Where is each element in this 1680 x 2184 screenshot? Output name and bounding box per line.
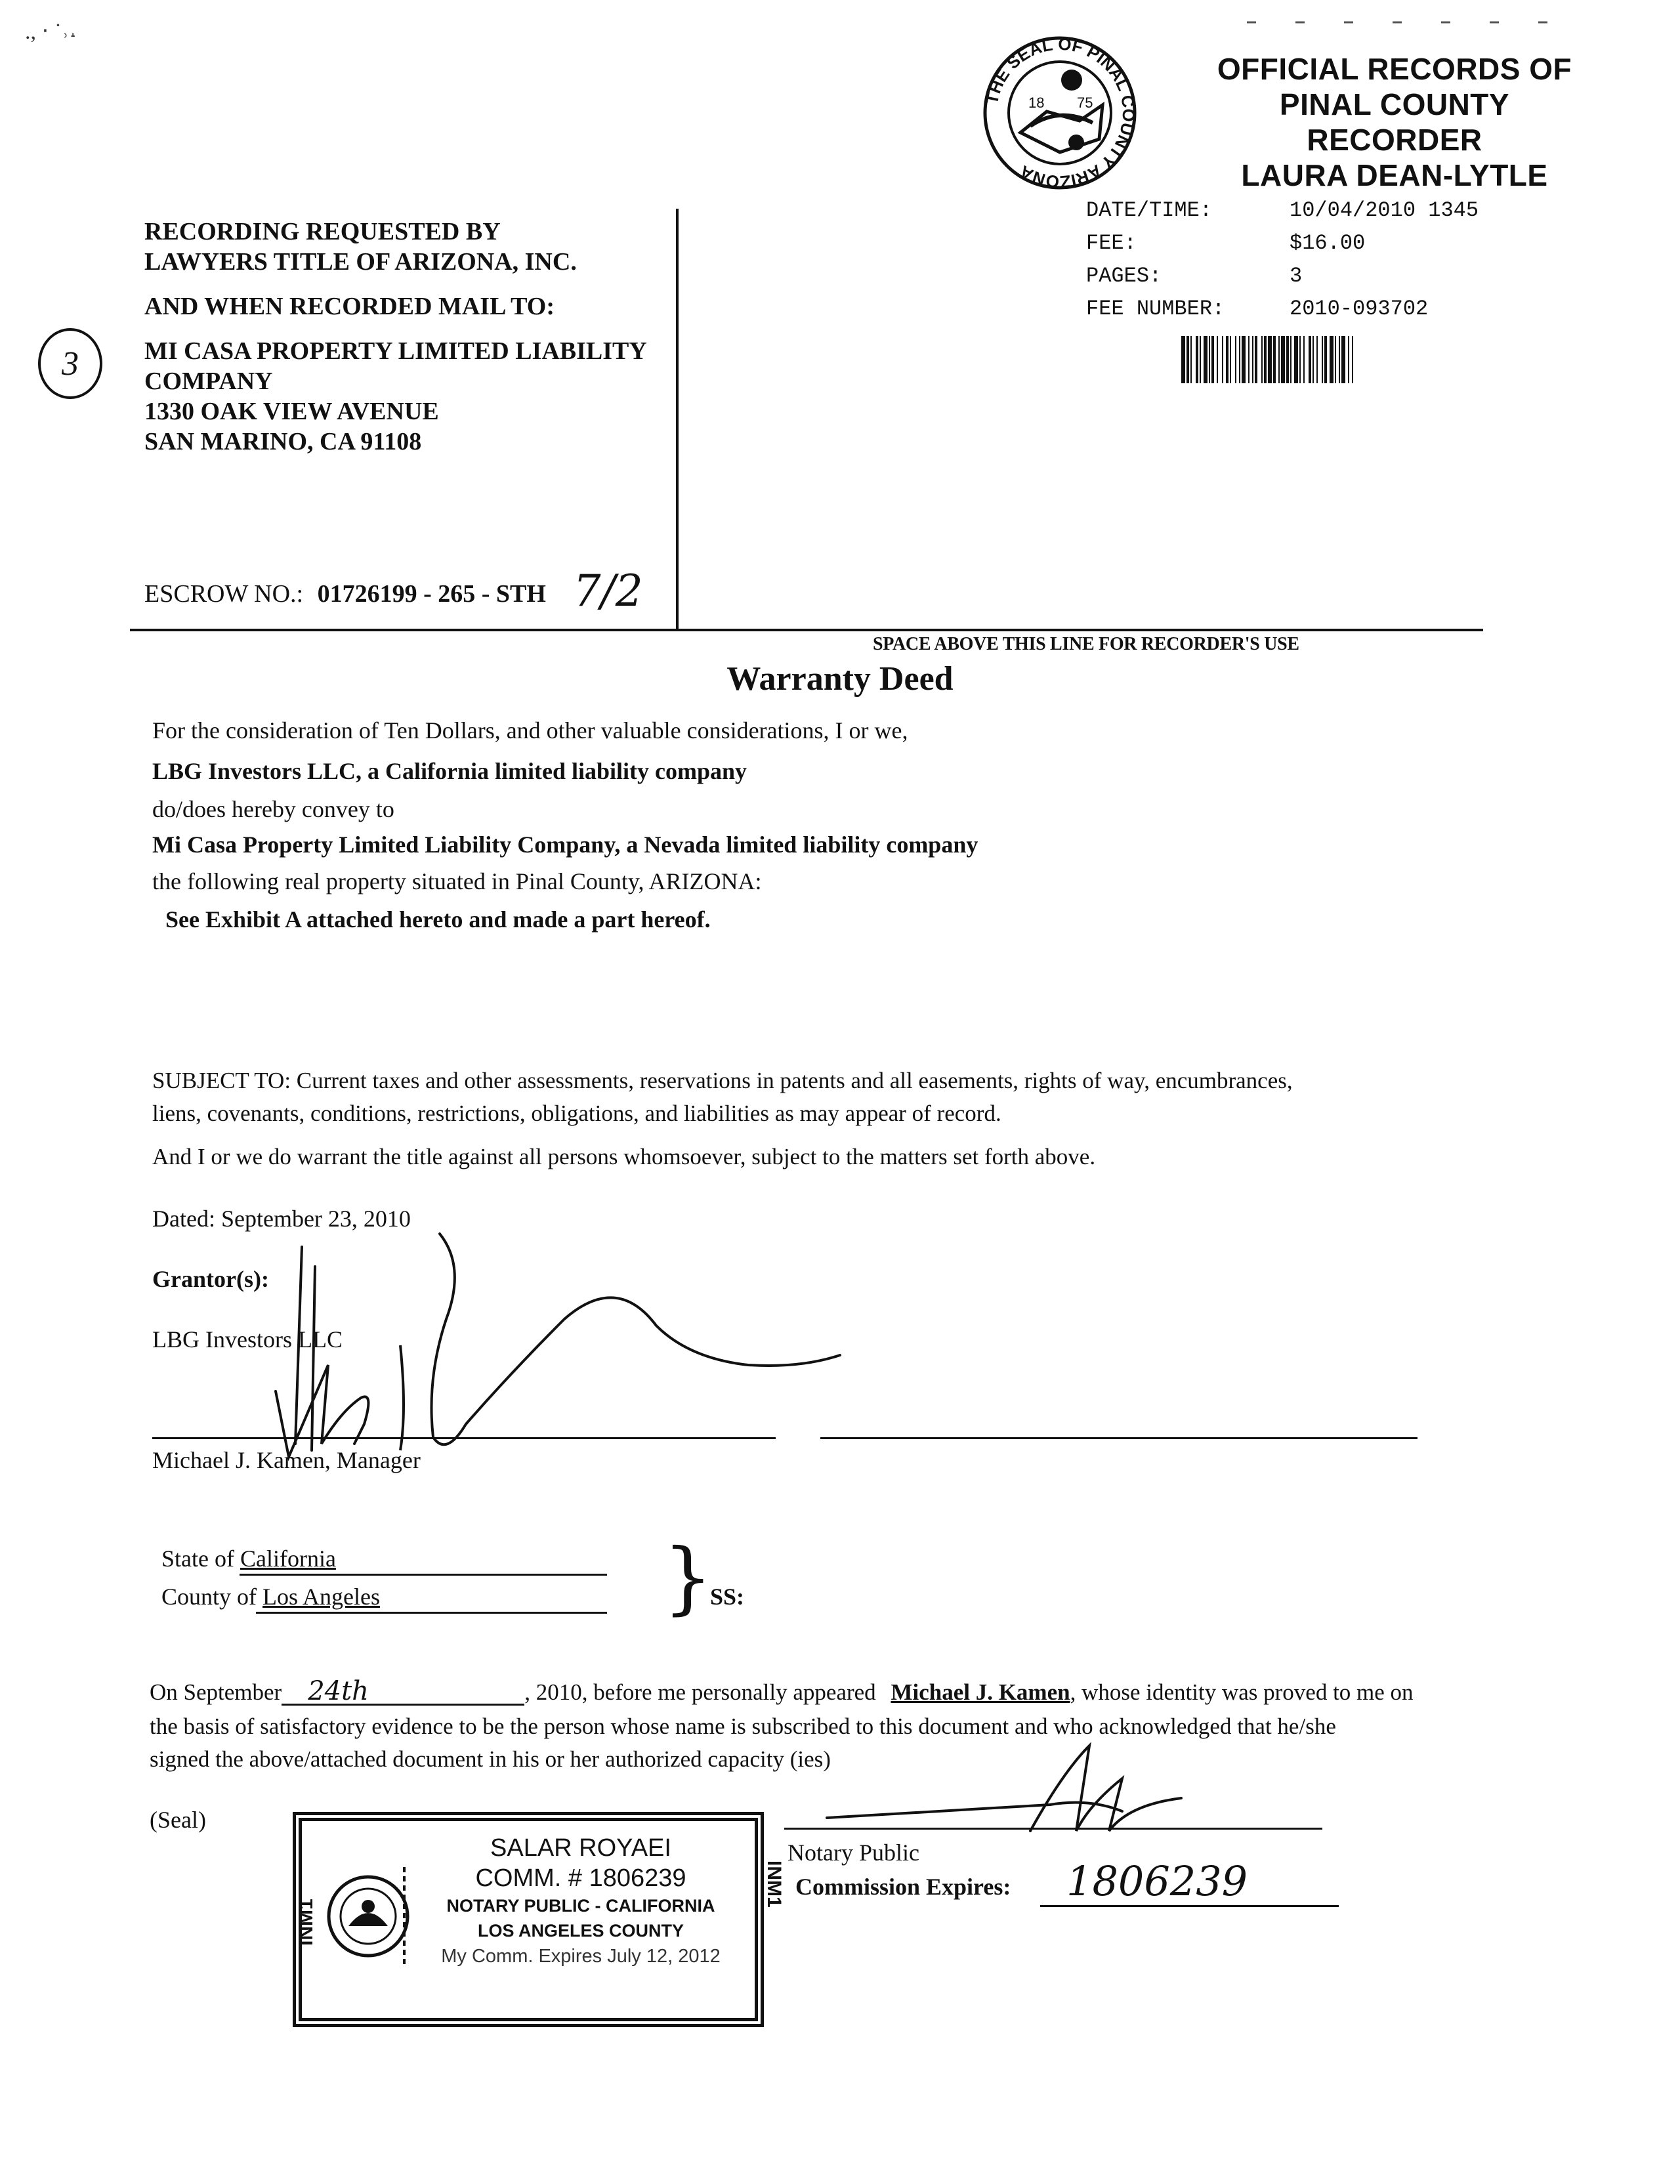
header-dash-marks	[1247, 18, 1575, 26]
state-line	[161, 1542, 336, 1575]
barcode-bar	[1352, 336, 1353, 383]
stamp-title: NOTARY PUBLIC - CALIFORNIA	[446, 1896, 715, 1916]
field-label: FEE:	[1086, 231, 1137, 255]
barcode-bar	[1222, 336, 1223, 383]
stamp-text	[420, 1833, 742, 1969]
barcode-bar	[1186, 336, 1189, 383]
grantor-name: LBG Investors LLC, a California limited liability company	[152, 758, 747, 784]
county-label: County of	[161, 1584, 257, 1610]
recorder-info	[1086, 194, 1479, 326]
mail-to-line: 1330 OAK VIEW AVENUE	[144, 398, 439, 425]
on-label: On September	[150, 1679, 282, 1705]
barcode-bar	[1273, 336, 1276, 383]
seal-year-left: 18	[1028, 94, 1045, 111]
barcode-bar	[1190, 336, 1192, 383]
field-value: $16.00	[1290, 231, 1366, 255]
recorder-field-fee	[1086, 227, 1479, 260]
barcode-bar	[1204, 336, 1208, 383]
notary-line-2: the basis of satisfactory evidence to be the person whose name is subscribed to this document and who acknowledged that he/she	[150, 1713, 1336, 1739]
barcode-bar	[1226, 336, 1228, 383]
warrant-text: And I or we do warrant the title against all persons whomsoever, subject to the matters set forth above.	[152, 1144, 1096, 1169]
barcode-bar	[1286, 336, 1289, 383]
dated-text: Dated: September 23, 2010	[152, 1206, 411, 1232]
stamp-side-code-right: INM1	[763, 1860, 786, 1908]
svg-text:THE SEAL OF PINAL COUNTY ARIZO	[982, 34, 1139, 192]
seal-ring-text: THE SEAL OF PINAL COUNTY ARIZONA	[981, 34, 1139, 192]
barcode-bar	[1341, 336, 1345, 383]
barcode-bar	[1196, 336, 1198, 383]
stamp-comm: COMM. # 1806239	[475, 1864, 686, 1892]
commission-label: Commission Expires:	[795, 1874, 1011, 1900]
consideration-text: For the consideration of Ten Dollars, and other valuable considerations, I or we,	[152, 717, 908, 744]
stamp-county: LOS ANGELES COUNTY	[477, 1921, 684, 1941]
state-label: State of	[161, 1545, 234, 1572]
barcode-bar	[1312, 336, 1314, 383]
barcode-bar	[1252, 336, 1253, 383]
notary-signature	[814, 1732, 1312, 1851]
barcode-bar	[1330, 336, 1334, 383]
barcode-bar	[1200, 336, 1201, 383]
stamp-name: SALAR ROYAEI	[490, 1834, 671, 1862]
barcode-bar	[1335, 336, 1336, 383]
notary-public-label: Notary Public	[788, 1839, 919, 1866]
escrow-line	[144, 566, 643, 616]
barcode-bar	[1303, 336, 1305, 383]
barcode-bar	[1242, 336, 1246, 383]
field-label: PAGES:	[1086, 264, 1162, 288]
field-label: FEE NUMBER:	[1086, 297, 1225, 321]
notary-line-3: signed the above/attached document in his or her authorized capacity (ies)	[150, 1746, 831, 1772]
grantor-entity: LBG Investors LLC	[152, 1326, 343, 1353]
barcode-bar	[1261, 336, 1263, 383]
brace-glyph: }	[663, 1532, 713, 1624]
barcode-bar	[1211, 336, 1214, 383]
barcode-bar	[1230, 336, 1231, 383]
recorder-title	[1191, 51, 1598, 193]
county-line	[161, 1580, 380, 1613]
recorder-title-line: LAURA DEAN-LYTLE	[1241, 158, 1548, 192]
after-name: , whose identity was proved to me on	[1070, 1679, 1414, 1705]
exhibit-text: See Exhibit A attached hereto and made a part hereof.	[165, 906, 711, 933]
mail-to-line: MI CASA PROPERTY LIMITED LIABILITY	[144, 337, 647, 365]
barcode-bar	[1239, 336, 1240, 383]
escrow-number: 01726199 - 265 - STH	[317, 580, 546, 608]
seal-graphic	[981, 34, 1139, 192]
pinal-county-seal	[981, 34, 1139, 192]
barcode-bar	[1268, 336, 1272, 383]
barcode-bar	[1278, 336, 1280, 383]
after-day: , 2010, before me personally appeared	[524, 1679, 876, 1705]
requested-by-value: LAWYERS TITLE OF ARIZONA, INC.	[144, 248, 577, 276]
day-handwritten: 24th	[282, 1679, 524, 1706]
commission-underline	[1040, 1905, 1339, 1907]
barcode-bar	[1348, 336, 1349, 383]
field-value: 10/04/2010 1345	[1290, 198, 1479, 222]
barcode-bar	[1235, 336, 1236, 383]
seal-year-right: 75	[1077, 94, 1093, 111]
recorder-field-date	[1086, 194, 1479, 227]
barcode-bar	[1294, 336, 1298, 383]
recorder-space-rule	[130, 629, 1483, 631]
seal-label: (Seal)	[150, 1807, 206, 1833]
state-underline	[240, 1574, 607, 1576]
barcode	[1181, 336, 1502, 387]
state-value: California	[240, 1545, 336, 1572]
mail-to-label: AND WHEN RECORDED MAIL TO:	[144, 293, 555, 320]
escrow-label: ESCROW NO.:	[144, 580, 304, 608]
barcode-bar	[1248, 336, 1250, 383]
requested-by-label: RECORDING REQUESTED BY	[144, 218, 501, 245]
recorder-field-pages	[1086, 260, 1479, 293]
recorder-title-line: OFFICIAL RECORDS OF	[1217, 52, 1572, 86]
margin-scribble: ., ‧ ˙˒˔	[25, 20, 77, 44]
recording-block	[144, 217, 647, 457]
barcode-bar	[1309, 336, 1311, 383]
recorder-title-line: PINAL COUNTY RECORDER	[1279, 87, 1510, 157]
barcode-bar	[1316, 336, 1318, 383]
grantee-name: Mi Casa Property Limited Liability Company, a Nevada limited liability company	[152, 831, 978, 858]
space-above-note: SPACE ABOVE THIS LINE FOR RECORDER'S USE	[873, 634, 1299, 654]
barcode-bar	[1290, 336, 1292, 383]
notary-line-1	[150, 1676, 1414, 1709]
barcode-bar	[1322, 336, 1323, 383]
mail-to-line: SAN MARINO, CA 91108	[144, 428, 422, 455]
county-underline	[256, 1612, 607, 1614]
county-value: Los Angeles	[262, 1584, 380, 1610]
signer-name: Michael J. Kamen, Manager	[152, 1447, 421, 1473]
mail-to-line: COMPANY	[144, 368, 273, 395]
recorder-field-fee-number	[1086, 293, 1479, 326]
subject-to-line: SUBJECT TO: Current taxes and other assessments, reservations in patents and all easements, rights of way, encumbrances,	[152, 1068, 1293, 1093]
convey-text: do/does hereby convey to	[152, 796, 394, 822]
stamp-side-code-left: INM1	[295, 1899, 317, 1946]
barcode-bar	[1299, 336, 1301, 383]
field-value: 3	[1290, 264, 1303, 288]
field-value: 2010-093702	[1290, 297, 1429, 321]
barcode-bar	[1255, 336, 1257, 383]
stamp-expires: My Comm. Expires July 12, 2012	[441, 1946, 721, 1967]
field-label: DATE/TIME:	[1086, 198, 1213, 222]
barcode-bar	[1264, 336, 1267, 383]
appeared-name: Michael J. Kamen	[891, 1679, 1070, 1705]
ss-label: SS:	[710, 1584, 745, 1610]
barcode-bar	[1281, 336, 1285, 383]
grantor-signature	[249, 1227, 919, 1463]
property-text: the following real property situated in Pinal County, ARIZONA:	[152, 868, 762, 894]
barcode-bar	[1339, 336, 1340, 383]
circled-page-count: 3	[38, 328, 102, 399]
grantors-label: Grantor(s):	[152, 1266, 269, 1292]
notary-signature-line	[784, 1828, 1322, 1830]
barcode-bar	[1324, 336, 1327, 383]
notary-stamp	[295, 1818, 786, 2021]
california-seal-icon	[326, 1847, 411, 1985]
barcode-graphic	[1181, 336, 1502, 383]
barcode-bar	[1181, 336, 1185, 383]
barcode-bar	[1217, 336, 1218, 383]
escrow-handwritten: 7/2	[573, 566, 643, 616]
subject-to-line: liens, covenants, conditions, restrictions, obligations, and liabilities as may appear of record.	[152, 1101, 1001, 1126]
deed-title: Warranty Deed	[726, 660, 954, 698]
barcode-bar	[1209, 336, 1210, 383]
header-vertical-divider	[676, 209, 679, 629]
commission-handwritten: 1806239	[1066, 1857, 1248, 1905]
